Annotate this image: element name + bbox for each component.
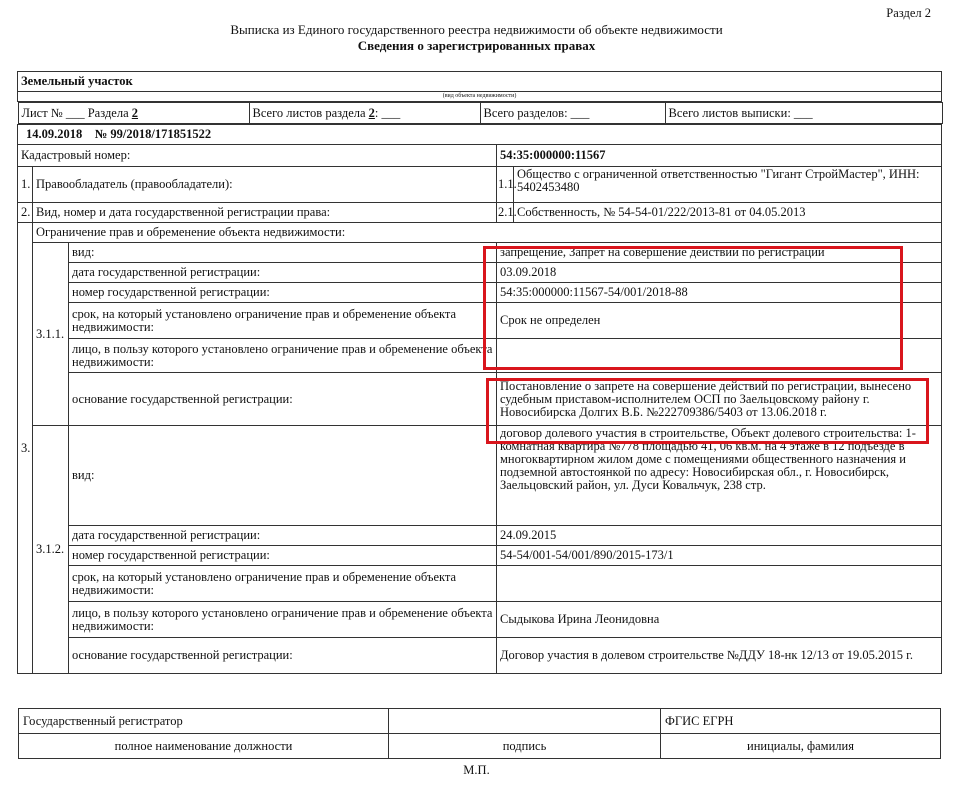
field-value: 54-54/001-54/001/890/2015-173/1: [497, 546, 942, 566]
field-label: вид:: [69, 243, 497, 263]
field-value: договор долевого участия в строительстве, Объект долевого строительства: 1-комнатная квартира №778 площадью 41, 06 кв.м. на 4 этаже в 12 подъезде в многоквартирном жилом доме с помещениями общественного назначения и подземной автостоянкой по адресу: Новосибирская обл., г. Новосибирск, Заельцовский район, ул. Дуси Ковальчук, 238 стр.: [497, 426, 942, 526]
field-label: срок, на который установлено ограничение прав и обременение объекта недвижимости:: [69, 566, 497, 602]
field-value: 54:35:000000:11567-54/001/2018-88: [497, 283, 942, 303]
object-type: Земельный участок: [18, 72, 942, 92]
field-label: вид:: [69, 426, 497, 526]
signature-cell: [389, 709, 661, 734]
field-value: запрещение, Запрет на совершение действий по регистрации: [497, 243, 942, 263]
total-sheets-section: Всего листов раздела 2: ___: [249, 103, 480, 124]
cadastral-label: Кадастровый номер:: [18, 145, 497, 167]
signature-table: [18, 708, 941, 759]
registrar-position: Государственный регистратор: [19, 709, 389, 734]
field-value: Договор участия в долевом строительстве №ДДУ 18-нк 12/13 от 19.05.2015 г.: [497, 638, 942, 674]
field-value: Срок не определен: [497, 303, 942, 339]
field-label: основание государственной регистрации:: [69, 638, 497, 674]
field-label: номер государственной регистрации:: [69, 546, 497, 566]
field-value: 24.09.2015: [497, 526, 942, 546]
rights-table: [17, 71, 942, 674]
position-caption: полное наименование должности: [19, 734, 389, 759]
name-caption: инициалы, фамилия: [661, 734, 941, 759]
total-sections: Всего разделов: ___: [480, 103, 665, 124]
cadastral-number: 54:35:000000:11567: [497, 145, 942, 167]
total-sheets-extract: Всего листов выписки: ___: [665, 103, 942, 124]
object-type-caption: (вид объекта недвижимости): [18, 92, 942, 102]
row-number: 2.: [18, 203, 33, 223]
row-number: 3.: [18, 223, 33, 674]
row-subnumber: 2.1.: [497, 203, 514, 223]
section-label: Раздел 2: [886, 6, 931, 20]
field-label: дата государственной регистрации:: [69, 263, 497, 283]
field-value: 03.09.2018: [497, 263, 942, 283]
field-label: лицо, в пользу которого установлено ограничение прав и обременение объекта недвижимости:: [69, 602, 497, 638]
right-value: Собственность, № 54-54-01/222/2013-81 от 04.05.2013: [514, 203, 942, 223]
encumbrance-number: 3.1.2.: [33, 426, 69, 674]
encumbrance-number: 3.1.1.: [33, 243, 69, 426]
owner-label: Правообладатель (правообладатели):: [33, 167, 497, 203]
field-label: номер государственной регистрации:: [69, 283, 497, 303]
sheet-info-row: [18, 102, 942, 125]
encumbrance-label: Ограничение прав и обременение объекта недвижимости:: [33, 223, 942, 243]
field-label: лицо, в пользу которого установлено ограничение прав и обременение объекта недвижимости:: [69, 339, 497, 373]
field-label: основание государственной регистрации:: [69, 373, 497, 426]
signature-caption: подпись: [389, 734, 661, 759]
field-value: [497, 566, 942, 602]
field-value: Сыдыкова Ирина Леонидовна: [497, 602, 942, 638]
owner-value: Общество с ограниченной ответственностью "Гигант СтройМастер", ИНН: 5402453480: [514, 167, 942, 203]
right-label: Вид, номер и дата государственной регистрации права:: [33, 203, 497, 223]
document-title: Выписка из Единого государственного реестра недвижимости об объекте недвижимости: [230, 22, 723, 37]
sheet-number: Лист № ___ Раздела 2: [18, 103, 249, 124]
row-number: 1.: [18, 167, 33, 203]
field-value: Постановление о запрете на совершение действий по регистрации, вынесено судебным приставом-исполнителем ОСП по Заельцовскому району г. Новосибирска Долгих В.Б. №222709386/5403 от 13.06.2018 г.: [497, 373, 942, 426]
row-subnumber: 1.1.: [497, 167, 514, 203]
highlight-box: [486, 378, 929, 444]
field-label: дата государственной регистрации:: [69, 526, 497, 546]
registrar-name: ФГИС ЕГРН: [661, 709, 941, 734]
field-label: срок, на который установлено ограничение прав и обременение объекта недвижимости:: [69, 303, 497, 339]
document-subtitle: Сведения о зарегистрированных правах: [357, 38, 596, 53]
extract-date-number: 14.09.2018 № 99/2018/171851522: [18, 125, 942, 145]
stamp-place: М.П.: [463, 763, 490, 777]
highlight-box: [483, 246, 903, 370]
